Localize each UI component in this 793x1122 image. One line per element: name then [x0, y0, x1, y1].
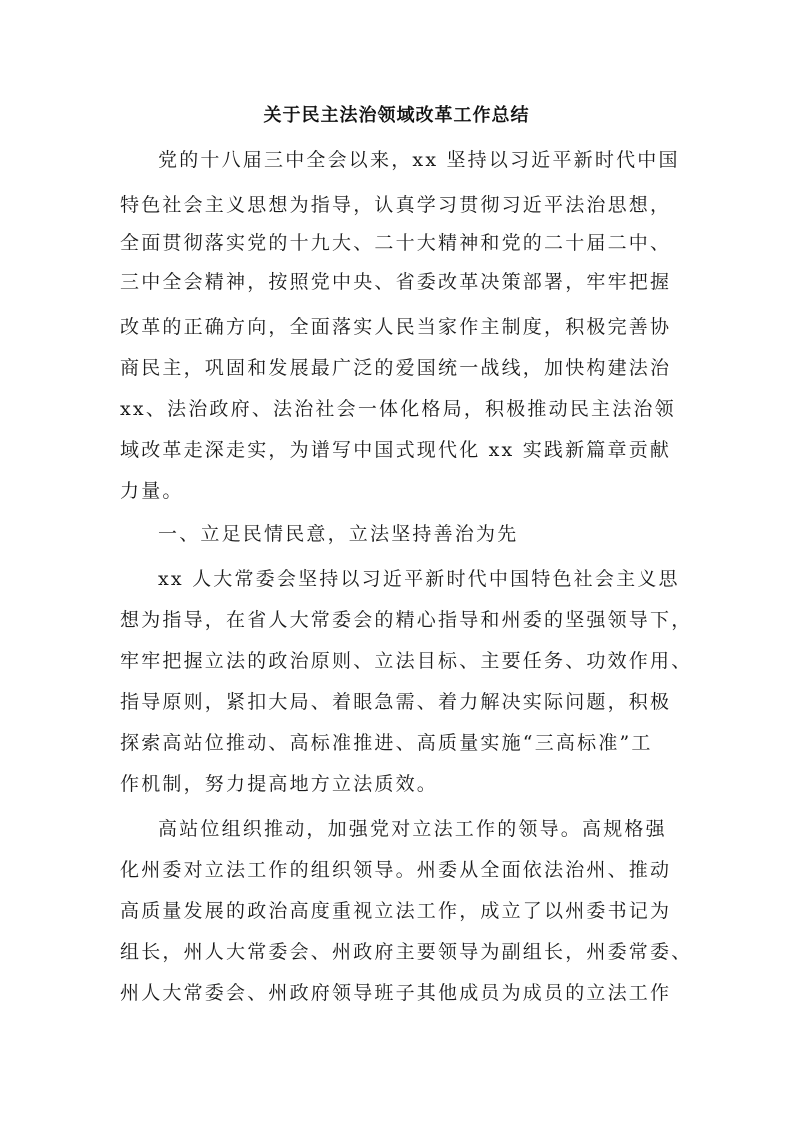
paragraph-line: 三中全会精神，按照党中央、省委改革决策部署，牢牢把握: [120, 271, 672, 293]
paragraph-line: 改革的正确方向，全面落实人民当家作主制度，积极完善协: [120, 316, 672, 338]
paragraph-line: 牢牢把握立法的政治原则、立法目标、主要任务、功效作用、: [120, 650, 693, 672]
paragraph-line: 指导原则，紧扣大局、着眼急需、着力解决实际问题，积极: [120, 691, 672, 713]
paragraph-line: 想为指导，在省人大常委会的精心指导和州委的坚强领导下，: [120, 609, 693, 631]
paragraph-line: xx、法治政府、法治社会一体化格局，积极推动民主法治领: [120, 398, 676, 420]
section-heading: 一、立足民情民意，立法坚持善治为先: [158, 523, 519, 545]
paragraph-line: 党的十八届三中全会以来，xx 坚持以习近平新时代中国: [158, 149, 680, 171]
paragraph-line: xx 人大常委会坚持以习近平新时代中国特色社会主义思: [158, 568, 680, 590]
document-title: 关于民主法治领域改革工作总结: [263, 105, 530, 126]
paragraph-line: 探索高站位推动、高标准推进、高质量实施“三高标准”工: [120, 732, 653, 754]
paragraph-line: 化州委对立法工作的组织领导。州委从全面依法治州、推动: [120, 859, 672, 881]
paragraph-line: 组长，州人大常委会、州政府主要领导为副组长，州委常委、: [120, 941, 693, 963]
paragraph-line: 全面贯彻落实党的十九大、二十大精神和党的二十届二中、: [120, 232, 672, 254]
paragraph-line: 高站位组织推动，加强党对立法工作的领导。高规格强: [158, 818, 667, 840]
paragraph-line: 域改革走深走实，为谱写中国式现代化 xx 实践新篇章贡献: [120, 439, 672, 461]
paragraph-line: 力量。: [120, 480, 184, 502]
paragraph-line: 高质量发展的政治高度重视立法工作，成立了以州委书记为: [120, 900, 672, 922]
paragraph-line: 特色社会主义思想为指导，认真学习贯彻习近平法治思想，: [120, 194, 672, 216]
paragraph-line: 作机制，努力提高地方立法质效。: [120, 773, 439, 795]
paragraph-line: 商民主，巩固和发展最广泛的爱国统一战线，加快构建法治: [120, 357, 672, 379]
paragraph-line: 州人大常委会、州政府领导班子其他成员为成员的立法工作: [120, 982, 672, 1004]
